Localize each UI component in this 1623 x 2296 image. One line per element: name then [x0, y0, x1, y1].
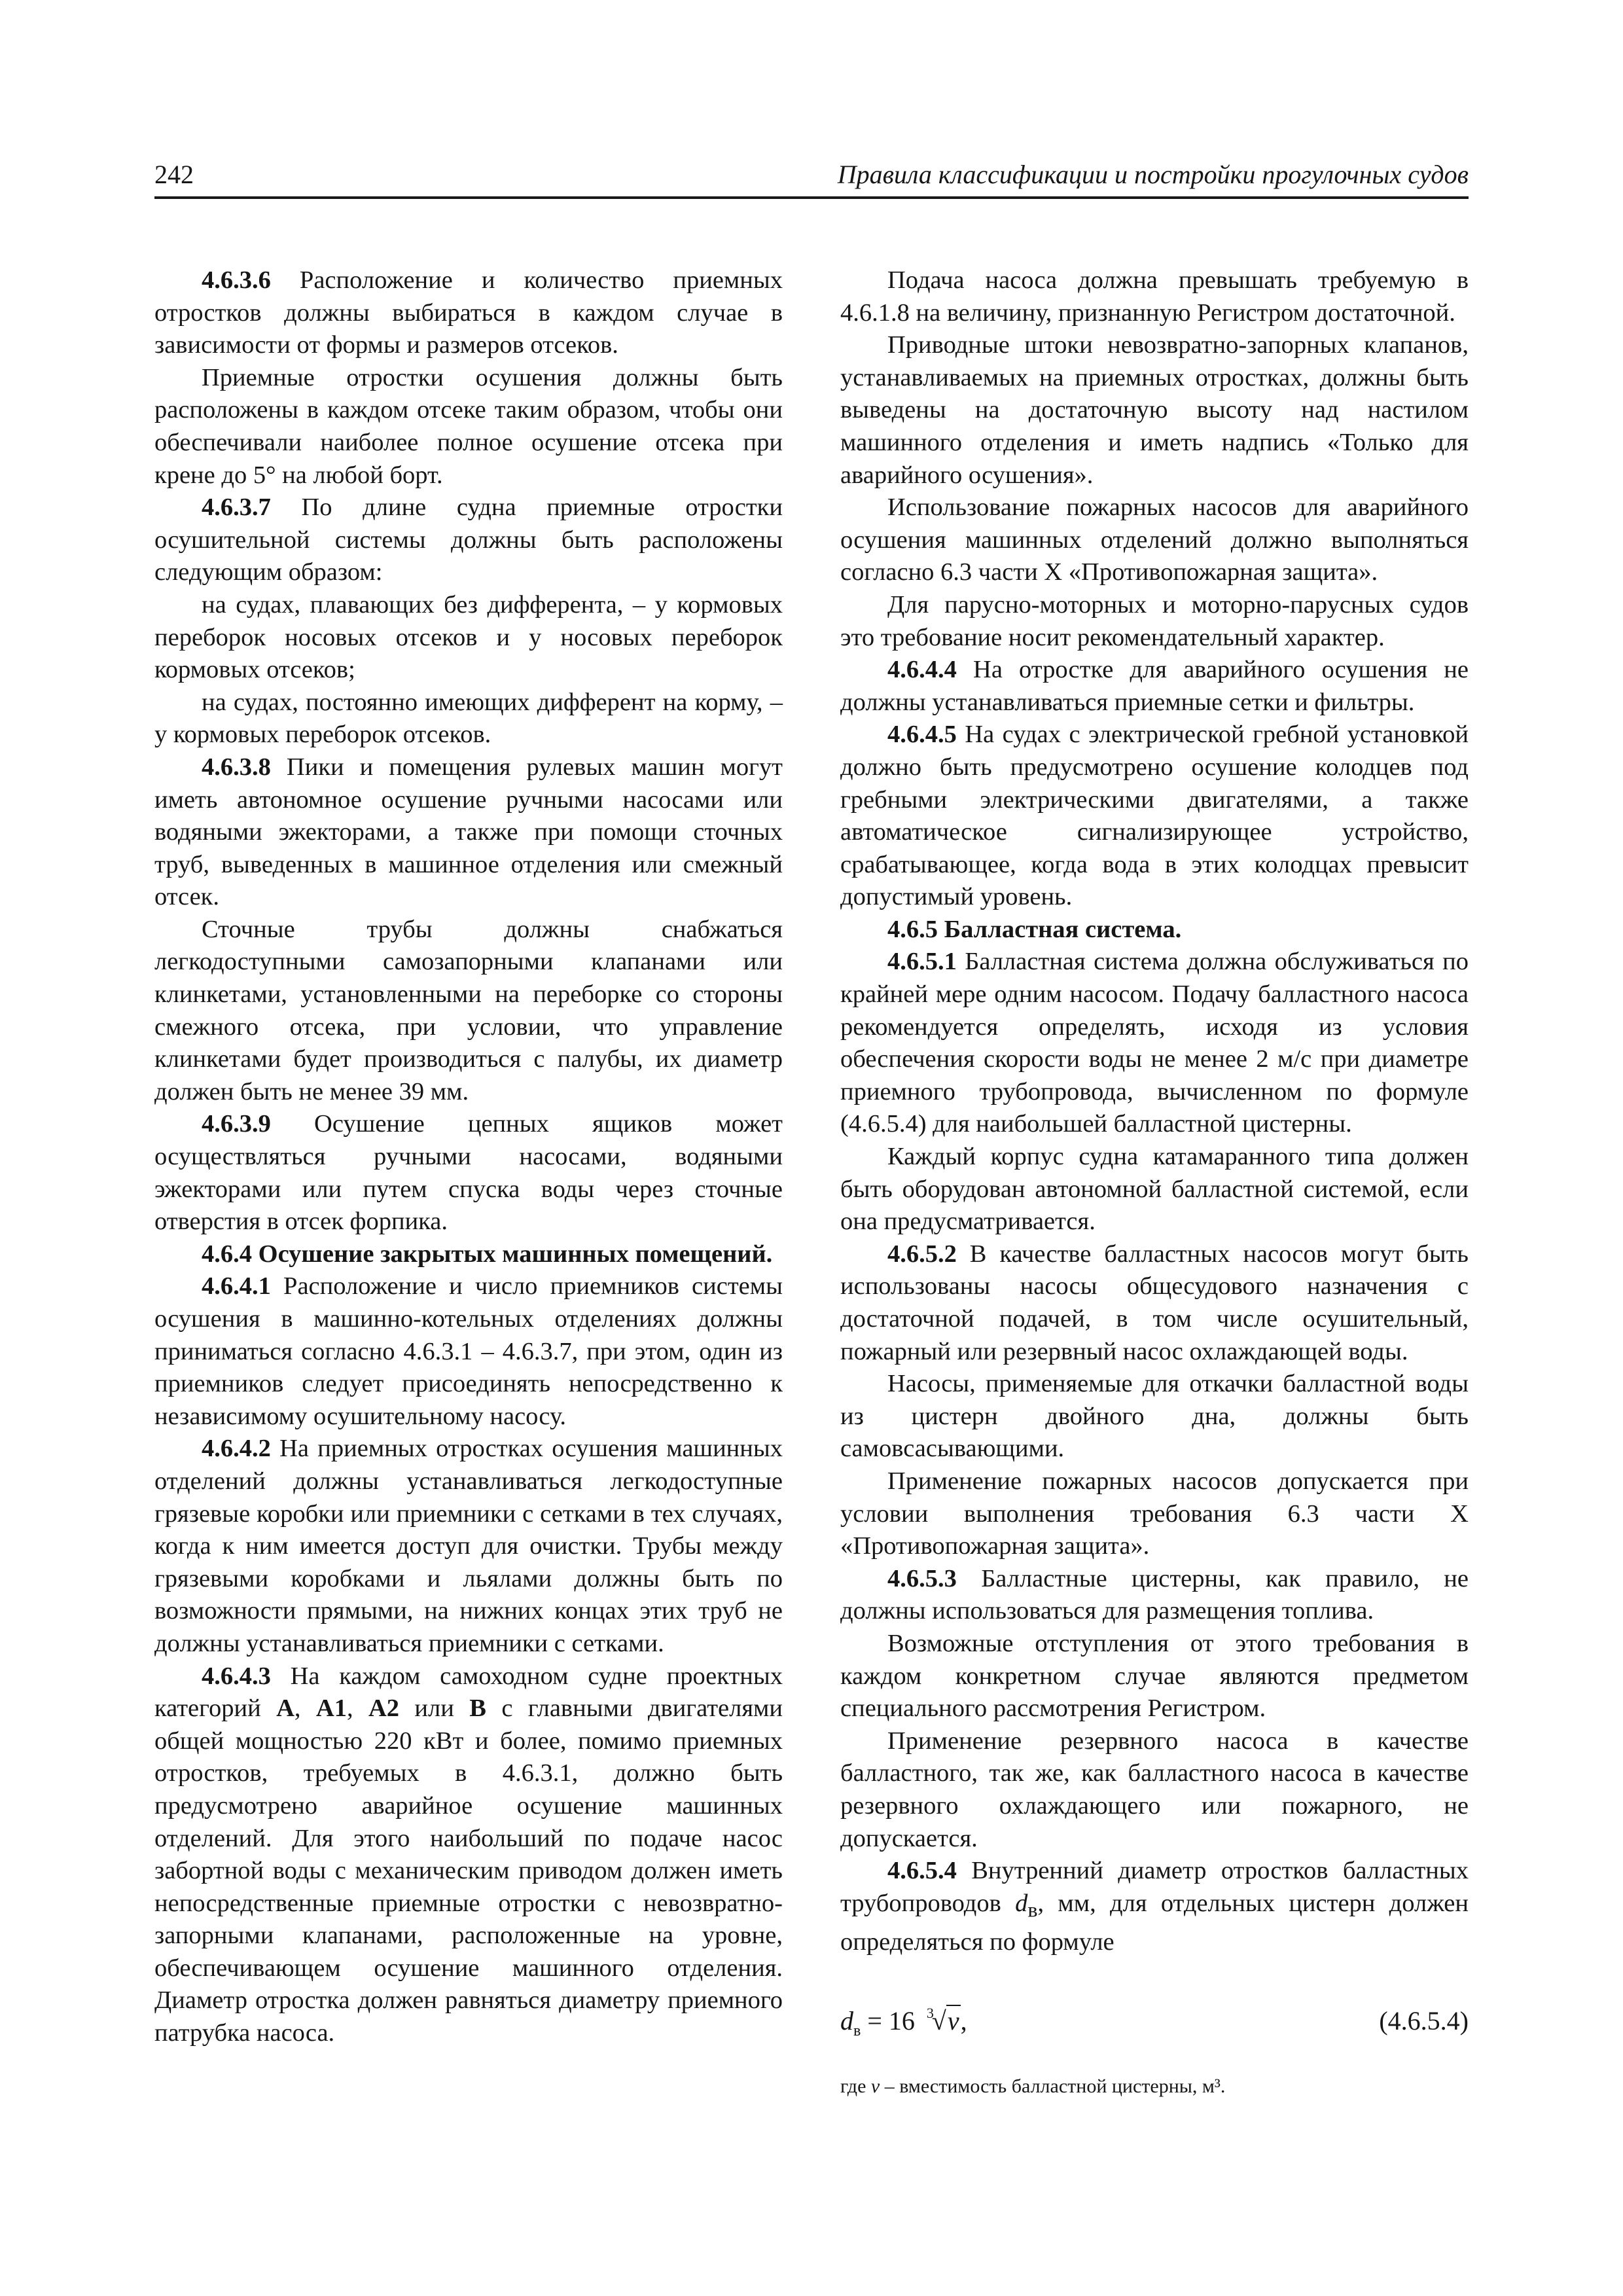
formula-expression	[840, 2005, 967, 2048]
paragraph-text: на судах, постоянно имеющих дифферент на корму, – у кормовых переборок отсеков.	[154, 688, 783, 749]
paragraph-text: На каждом самоходном судне проектных категорий	[154, 1662, 783, 1723]
clause-number: 4.6.3.8	[202, 753, 271, 781]
category-label: B	[469, 1695, 486, 1723]
radicand: v	[947, 2005, 959, 2036]
paragraph	[154, 1433, 783, 1660]
left-column	[154, 264, 783, 2050]
section-heading	[154, 1238, 783, 1271]
paragraph-text: с главными двигателями общей мощностью 220 кВт и более, помимо приемных отростков, требуемых в 4.6.3.1, должно быть предусмотрено аварийное осушение машинных отделений. Для этого наибольший по подаче насос забортной воды с механическим приводом должен иметь непосредственные приемные отростки с невозвратно-запорными клапанами, расположенные на уровне, обеспечивающем осушение машинного отделения. Диаметр отростка должен равняться диаметру приемного патрубка насоса.	[154, 1695, 783, 2047]
clause-number: 4.6.3.7	[202, 493, 271, 522]
paragraph	[840, 1563, 1469, 1628]
formula-tail: ,	[960, 2005, 967, 2036]
section-title: 4.6.5 Балластная система.	[887, 915, 1182, 943]
formula-number: (4.6.5.4)	[1379, 2005, 1469, 2036]
paragraph-text: Расположение и число приемников системы осушения в машинно-котельных отделениях должны приниматься согласно 4.6.3.1 – 4.6.3.7, при этом, один из приемников следует присоединять непосредственно к независимому осушительному насосу.	[154, 1272, 783, 1430]
clause-number: 4.6.4.3	[202, 1662, 271, 1690]
paragraph	[840, 1725, 1469, 1855]
paragraph	[840, 1368, 1469, 1465]
category-label: A	[276, 1695, 294, 1723]
clause-number: 4.6.4.4	[887, 656, 957, 684]
paragraph	[154, 914, 783, 1109]
separator: ,	[346, 1695, 368, 1723]
category-label: A2	[368, 1695, 400, 1723]
paragraph-text: Использование пожарных насосов для аварийного осушения машинных отделений должно выполняться согласно 6.3 части X «Противопожарная защита».	[840, 493, 1469, 586]
formula-note	[840, 2073, 1469, 2100]
page-number: 242	[154, 160, 194, 189]
section-title: 4.6.4 Осушение закрытых машинных помещений.	[202, 1240, 773, 1268]
paragraph-text: В качестве балластных насосов могут быть использованы насосы общесудового назначения с достаточной подачей, в том числе осушительный, пожарный или резервный насос охлаждающей воды.	[840, 1240, 1469, 1365]
paragraph	[840, 1628, 1469, 1725]
paragraph-text: На отростке для аварийного осушения не должны устанавливаться приемные сетки и фильтры.	[840, 656, 1469, 716]
paragraph-text: Применение пожарных насосов допускается при условии выполнения требования 6.3 части X «Противопожарная защита».	[840, 1467, 1469, 1560]
paragraph-text: Пики и помещения рулевых машин могут иметь автономное осушение ручными насосами или водяными эжекторами, а также при помощи сточных труб, выведенных в машинное отделения или смежный отсек.	[154, 753, 783, 911]
root-sign: √	[931, 2005, 946, 2036]
formula-lhs-subscript: в	[853, 2022, 861, 2039]
paragraph	[840, 329, 1469, 492]
paragraph	[154, 1108, 783, 1238]
paragraph-text: Сточные трубы должны снабжаться легкодоступными самозапорными клапанами или клинкетами, установленными на переборке со стороны смежного отсека, при условии, что управление клинкетами будет производиться с палубы, их диаметр должен быть не менее 39 мм.	[154, 915, 783, 1105]
paragraph	[154, 492, 783, 589]
paragraph-text: Осушение цепных ящиков может осуществляться ручными насосами, водяными эжекторами или путем спуска воды через сточные отверстия в отсек форпика.	[154, 1110, 783, 1236]
running-title: Правила классификации и постройки прогулочных судов	[837, 160, 1469, 189]
note-text: – вместимость балластной цистерны, м³.	[880, 2075, 1226, 2098]
paragraph-text: на судах, плавающих без дифферента, – у кормовых переборок носовых отсеков и у носовых переборок кормовых отсеков;	[154, 590, 783, 684]
paragraph	[154, 589, 783, 687]
paragraph	[154, 751, 783, 914]
paragraph-text: Балластные цистерны, как правило, не должны использоваться для размещения топлива.	[840, 1564, 1469, 1625]
paragraph-text: , мм, для отдельных цистерн должен определяться по формуле	[840, 1889, 1469, 1956]
paragraph-text: Внутренний диаметр отростков балластных трубопроводов	[840, 1857, 1469, 1917]
variable-subscript: в	[1027, 1897, 1038, 1922]
paragraph-text: Приемные отростки осушения должны быть расположены в каждом отсеке таким образом, чтобы они обеспечивали наиболее полное осушение отсека при крене до 5° на любой борт.	[154, 363, 783, 489]
paragraph-text: Расположение и количество приемных отростков должны выбираться в каждом случае в зависимости от формы и размеров отсеков.	[154, 266, 783, 359]
paragraph	[154, 362, 783, 492]
right-column	[840, 264, 1469, 2100]
clause-number: 4.6.5.2	[887, 1240, 957, 1268]
clause-number: 4.6.4.2	[202, 1435, 271, 1463]
paragraph	[840, 946, 1469, 1141]
paragraph	[840, 719, 1469, 914]
category-label: A1	[315, 1695, 347, 1723]
paragraph	[154, 687, 783, 751]
paragraph	[840, 1238, 1469, 1368]
paragraph	[840, 1855, 1469, 1958]
paragraph-text: Возможные отступления от этого требования в каждом конкретном случае являются предметом специального рассмотрения Регистром.	[840, 1629, 1469, 1723]
paragraph-text: Для парусно-моторных и моторно-парусных судов это требование носит рекомендательный характер.	[840, 590, 1469, 651]
section-heading	[840, 914, 1469, 946]
paragraph	[154, 1660, 783, 2050]
paragraph-text: Подача насоса должна превышать требуемую в 4.6.1.8 на величину, признанную Регистром достаточной.	[840, 266, 1469, 327]
formula-equals: = 16	[861, 2005, 921, 2036]
clause-number: 4.6.3.9	[202, 1110, 271, 1138]
page-header	[154, 156, 1469, 199]
cube-root	[925, 2005, 961, 2037]
paragraph	[840, 589, 1469, 654]
paragraph	[840, 264, 1469, 329]
paragraph-text: На судах с электрической гребной установкой должно быть предусмотрено осушение колодцев под гребными электрическими двигателями, а также автоматическое сигнализирующее устройство, срабатывающее, когда вода в этих колодцах превысит допустимый уровень.	[840, 721, 1469, 911]
paragraph	[840, 654, 1469, 719]
variable: d	[1015, 1889, 1028, 1917]
paragraph-text: По длине судна приемные отростки осушительной системы должны быть расположены следующим образом:	[154, 493, 783, 586]
note-lead: где	[840, 2075, 871, 2098]
separator: ,	[294, 1695, 316, 1723]
clause-number: 4.6.5.1	[887, 948, 957, 976]
paragraph	[840, 1141, 1469, 1238]
clause-number: 4.6.5.4	[887, 1857, 957, 1885]
formula	[840, 2005, 1469, 2048]
separator: или	[399, 1695, 470, 1723]
root-index: 3	[926, 2004, 934, 2021]
paragraph-text: Каждый корпус судна катамаранного типа должен быть оборудован автономной балластной системой, если она предусматривается.	[840, 1143, 1469, 1236]
clause-number: 4.6.5.3	[887, 1564, 957, 1592]
clause-number: 4.6.4.1	[202, 1272, 271, 1300]
paragraph-text: Приводные штоки невозвратно-запорных клапанов, устанавливаемых на приемных отростках, должны быть выведены на достаточную высоту над настилом машинного отделения и иметь надпись «Только для аварийного осушения».	[840, 331, 1469, 489]
clause-number: 4.6.4.5	[887, 721, 957, 749]
formula-lhs: d	[840, 2005, 853, 2036]
paragraph	[840, 492, 1469, 589]
paragraph-text: Балластная система должна обслуживаться по крайней мере одним насосом. Подачу балластного насоса рекомендуется определять, исходя из условия обеспечения скорости воды не менее 2 м/с при диаметре приемного трубопровода, вычисленном по формуле (4.6.5.4) для наибольшей балластной цистерны.	[840, 948, 1469, 1138]
clause-number: 4.6.3.6	[202, 266, 271, 294]
paragraph	[154, 1270, 783, 1433]
note-variable: v	[870, 2075, 880, 2098]
paragraph	[154, 264, 783, 362]
paragraph-text: Применение резервного насоса в качестве балластного, так же, как балластного насоса в качестве резервного охлаждающего или пожарного, не допускается.	[840, 1727, 1469, 1852]
paragraph-text: Насосы, применяемые для откачки балластной воды из цистерн двойного дна, должны быть самовсасывающими.	[840, 1370, 1469, 1463]
paragraph-text: На приемных отростках осушения машинных отделений должны устанавливаться легкодоступные грязевые коробки или приемники с сетками в тех случаях, когда к ним имеется доступ для очистки. Трубы между грязевыми коробками и льялами должны быть по возможности прямыми, на нижних концах этих труб не должны устанавливаться приемники с сетками.	[154, 1435, 783, 1657]
paragraph	[840, 1465, 1469, 1563]
